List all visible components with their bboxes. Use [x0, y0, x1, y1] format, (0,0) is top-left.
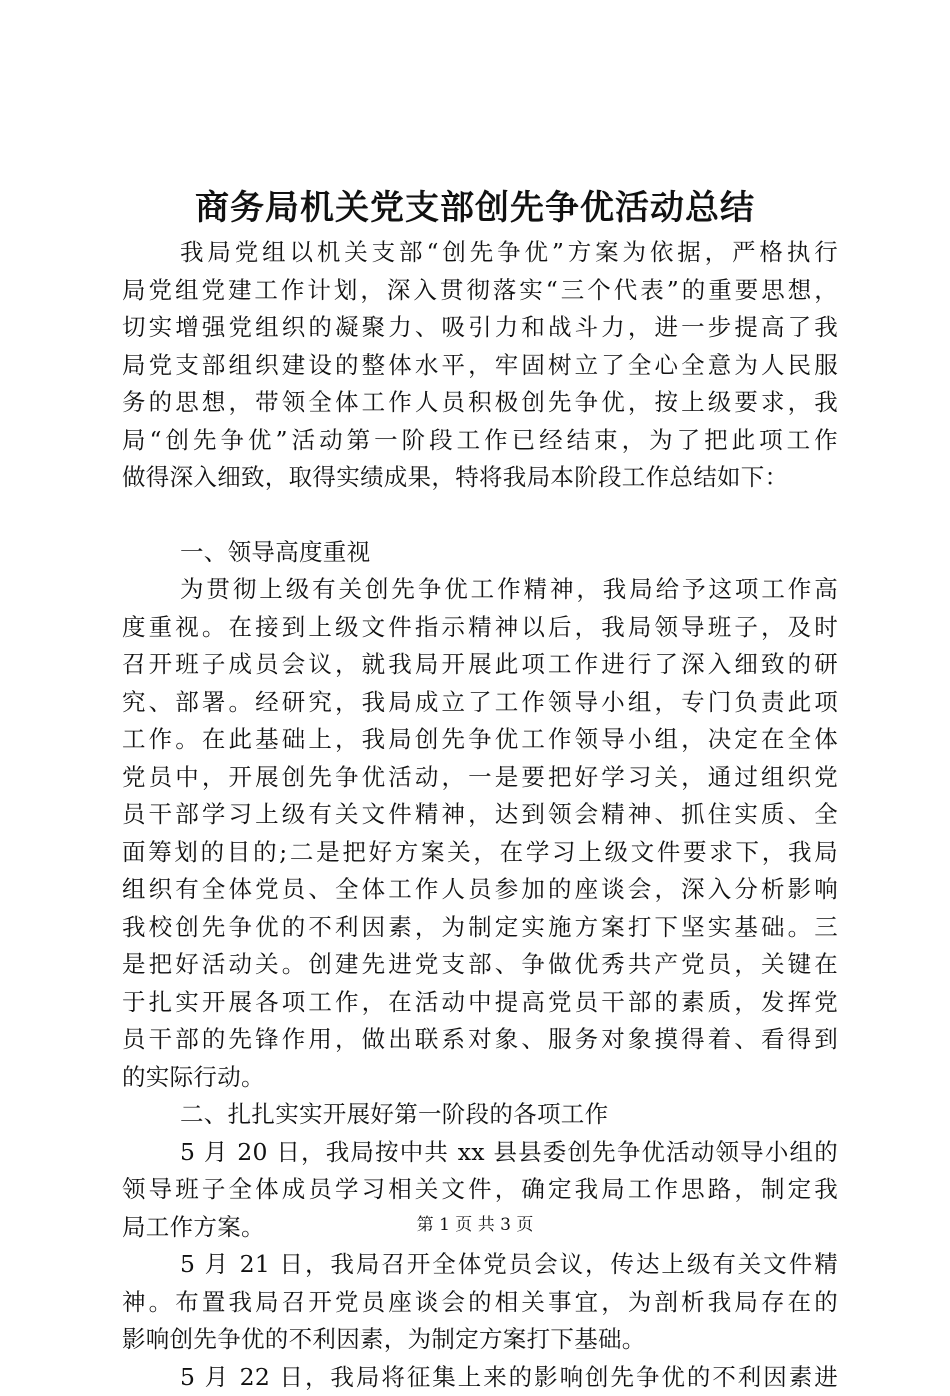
- text-line: 是把好活动关。创建先进党支部、争做优秀共产党员，关键在: [122, 946, 838, 984]
- text-line: 于扎实开展各项工作，在活动中提高党员干部的素质，发挥党: [122, 984, 838, 1022]
- paragraph-gap: [122, 497, 838, 534]
- text-line: 员干部学习上级有关文件精神，达到领会精神、抓住实质、全: [122, 796, 838, 834]
- text-line: 员干部的先锋作用，做出联系对象、服务对象摸得着、看得到: [122, 1021, 838, 1059]
- text-line: 5 月 22 日，我局将征集上来的影响创先争优的不利因素进: [122, 1359, 838, 1396]
- text-line: 局党组党建工作计划，深入贯彻落实“三个代表”的重要思想，: [122, 272, 838, 310]
- section-heading-2: 二、扎扎实实开展好第一阶段的各项工作: [122, 1096, 838, 1134]
- intro-paragraph: [122, 234, 838, 497]
- text-line: 的实际行动。: [122, 1059, 838, 1097]
- text-line: 我校创先争优的不利因素，为制定实施方案打下坚实基础。三: [122, 909, 838, 947]
- text-line: 党员中，开展创先争优活动，一是要把好学习关，通过组织党: [122, 759, 838, 797]
- text-line: 领导班子全体成员学习相关文件，确定我局工作思路，制定我: [122, 1171, 838, 1209]
- section1-paragraph: [122, 571, 838, 1096]
- may21-paragraph: [122, 1246, 838, 1359]
- text-line: 局工作方案。: [122, 1209, 838, 1247]
- may22-paragraph: [122, 1359, 838, 1396]
- text-line: 局“创先争优”活动第一阶段工作已经结束，为了把此项工作: [122, 422, 838, 460]
- section-heading-1: 一、领导高度重视: [122, 534, 838, 572]
- text-line: 召开班子成员会议，就我局开展此项工作进行了深入细致的研: [122, 646, 838, 684]
- text-line: 度重视。在接到上级文件指示精神以后，我局领导班子，及时: [122, 609, 838, 647]
- text-line: 5 月 21 日，我局召开全体党员会议，传达上级有关文件精: [122, 1246, 838, 1284]
- text-line: 究、部署。经研究，我局成立了工作领导小组，专门负责此项: [122, 684, 838, 722]
- text-line: 为贯彻上级有关创先争优工作精神，我局给予这项工作高: [122, 571, 838, 609]
- text-line: 切实增强党组织的凝聚力、吸引力和战斗力，进一步提高了我: [122, 309, 838, 347]
- page-title: 商务局机关党支部创先争优活动总结: [0, 183, 950, 233]
- text-line: 5 月 20 日，我局按中共 xx 县县委创先争优活动领导小组的: [122, 1134, 838, 1172]
- text-line: 务的思想，带领全体工作人员积极创先争优，按上级要求，我: [122, 384, 838, 422]
- text-line: 做得深入细致，取得实绩成果，特将我局本阶段工作总结如下：: [122, 459, 838, 497]
- text-line: 面筹划的目的;二是把好方案关，在学习上级文件要求下，我局: [122, 834, 838, 872]
- text-line: 我局党组以机关支部“创先争优”方案为依据，严格执行: [122, 234, 838, 272]
- text-line: 局党支部组织建设的整体水平，牢固树立了全心全意为人民服: [122, 347, 838, 385]
- text-line: 工作。在此基础上，我局创先争优工作领导小组，决定在全体: [122, 721, 838, 759]
- text-line: 影响创先争优的不利因素，为制定方案打下基础。: [122, 1321, 838, 1359]
- text-line: 神。布置我局召开党员座谈会的相关事宜，为剖析我局存在的: [122, 1284, 838, 1322]
- page-footer: 第 1 页 共 3 页: [0, 1213, 950, 1237]
- text-line: 组织有全体党员、全体工作人员参加的座谈会，深入分析影响: [122, 871, 838, 909]
